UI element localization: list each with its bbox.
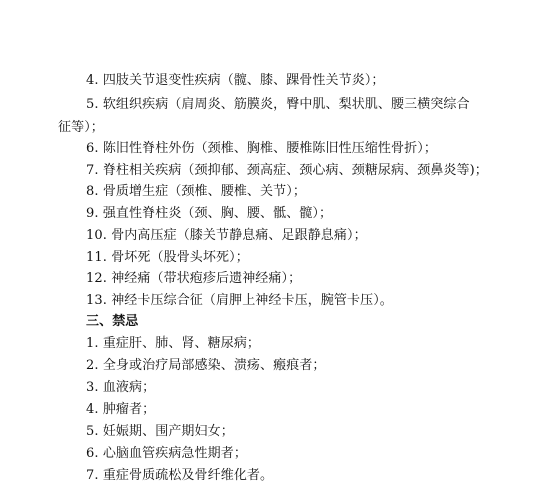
contraindication-item-7: 7. 重症骨质疏松及骨纤维化者。 (86, 468, 274, 483)
indication-item-9: 9. 强直性脊柱炎（颈、胸、腰、骶、髋）； (86, 206, 333, 221)
contraindication-item-5: 5. 妊娠期、围产期妇女； (86, 424, 234, 439)
indication-item-10: 10. 骨内高压症（膝关节静息痛、足跟静息痛）； (86, 228, 367, 243)
indication-item-8: 8. 骨质增生症（颈椎、腰椎、关节）； (86, 184, 306, 199)
contraindication-item-6: 6. 心脑血管疾病急性期者； (86, 446, 247, 461)
indication-item-5: 5. 软组织疾病（肩周炎、筋膜炎，臀中肌、梨状肌、腰三横突综合 (86, 97, 470, 112)
indication-item-12: 12. 神经痛（带状疱疹后遗神经痛）； (86, 271, 302, 286)
indication-item-4: 4. 四肢关节退变性疾病（髋、膝、踝骨性关节炎）； (86, 73, 385, 88)
indication-item-5-continued: 征等）； (58, 120, 104, 135)
section-heading-contraindications: 三、禁忌 (86, 314, 139, 329)
indication-item-13: 13. 神经卡压综合征（肩胛上神经卡压，腕管卡压）。 (86, 293, 393, 308)
indication-item-6: 6. 陈旧性脊柱外伤（颈椎、胸椎、腰椎陈旧性压缩性骨折）； (86, 141, 437, 156)
contraindication-item-1: 1. 重症肝、肺、肾、糖尿病； (86, 336, 261, 351)
contraindication-item-3: 3. 血液病； (86, 380, 156, 395)
contraindication-item-2: 2. 全身或治疗局部感染、溃疡、瘢痕者； (86, 358, 326, 373)
indication-item-11: 11. 骨坏死（股骨头坏死）； (86, 250, 249, 265)
contraindication-item-4: 4. 肿瘤者； (86, 402, 156, 417)
indication-item-7: 7. 脊柱相关疾病（颈抑郁、颈高症、颈心病、颈糖尿病、颈鼻炎等)； (86, 163, 488, 178)
